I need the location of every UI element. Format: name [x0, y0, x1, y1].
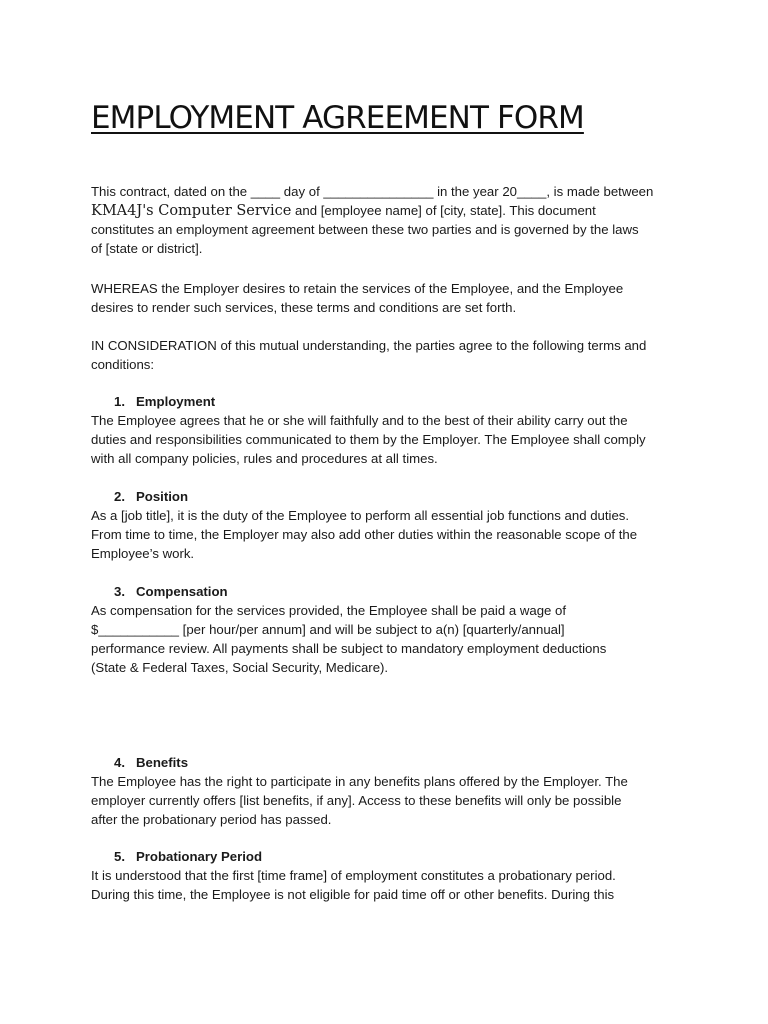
consideration-paragraph — [91, 336, 683, 374]
section-line: (State & Federal Taxes, Social Security, Medicare). — [91, 660, 389, 675]
section-line: During this time, the Employee is not eligible for paid time off or other benefits. During this — [91, 887, 615, 902]
section-body-employment — [91, 411, 683, 468]
section-number: 2. — [114, 489, 125, 504]
section-line: $___________ [per hour/per annum] and will be subject to a(n) [quarterly/annual] — [91, 622, 565, 637]
section-title: Employment — [136, 394, 216, 409]
section-line: duties and responsibilities communicated to them by the Employer. The Employee shall comply — [91, 432, 646, 447]
intro-line-rest: and [employee name] of [city, state]. This document — [291, 203, 596, 218]
section-title: Compensation — [136, 584, 228, 599]
whereas-line: desires to render such services, these terms and conditions are set forth. — [91, 300, 517, 315]
document-title: EMPLOYMENT AGREEMENT FORM — [91, 100, 584, 136]
section-heading-position — [114, 487, 188, 506]
whereas-paragraph — [91, 279, 683, 317]
section-number: 5. — [114, 849, 125, 864]
consideration-line: conditions: — [91, 357, 155, 372]
section-line: As compensation for the services provided, the Employee shall be paid a wage of — [91, 603, 567, 618]
section-heading-employment — [114, 392, 215, 411]
intro-line: of [state or district]. — [91, 241, 203, 256]
section-title: Benefits — [136, 755, 189, 770]
section-heading-benefits — [114, 753, 188, 772]
section-line: The Employee has the right to participate in any benefits plans offered by the Employer. The — [91, 774, 628, 789]
section-line: employer currently offers [list benefits, if any]. Access to these benefits will only be possible — [91, 793, 622, 808]
section-line: Employee’s work. — [91, 546, 195, 561]
section-line: From time to time, the Employer may also add other duties within the reasonable scope of the — [91, 527, 638, 542]
section-body-benefits — [91, 772, 683, 829]
consideration-line: IN CONSIDERATION of this mutual understanding, the parties agree to the following terms and — [91, 338, 647, 353]
intro-line: This contract, dated on the ____ day of _______________ in the year 20____, is made between — [91, 184, 654, 199]
section-line: with all company policies, rules and procedures at all times. — [91, 451, 438, 466]
section-number: 1. — [114, 394, 125, 409]
section-body-compensation — [91, 601, 683, 677]
whereas-line: WHEREAS the Employer desires to retain the services of the Employee, and the Employee — [91, 281, 624, 296]
intro-line — [91, 201, 683, 220]
section-title: Position — [136, 489, 189, 504]
section-line: performance review. All payments shall be subject to mandatory employment deductions — [91, 641, 607, 656]
section-line: after the probationary period has passed. — [91, 812, 332, 827]
section-title: Probationary Period — [136, 849, 263, 864]
section-heading-probationary-period — [114, 847, 262, 866]
section-line: The Employee agrees that he or she will faithfully and to the best of their ability carry out the — [91, 413, 628, 428]
section-body-position — [91, 506, 683, 563]
section-line: It is understood that the first [time frame] of employment constitutes a probationary period. — [91, 868, 616, 883]
company-name: KMA4J's Computer Service — [91, 203, 292, 219]
section-body-probationary-period — [91, 866, 683, 904]
section-line: As a [job title], it is the duty of the Employee to perform all essential job functions and duties. — [91, 508, 630, 523]
intro-line: constitutes an employment agreement between these two parties and is governed by the laws — [91, 222, 639, 237]
section-number: 3. — [114, 584, 125, 599]
section-number: 4. — [114, 755, 125, 770]
section-heading-compensation — [114, 582, 228, 601]
intro-paragraph — [91, 182, 683, 258]
